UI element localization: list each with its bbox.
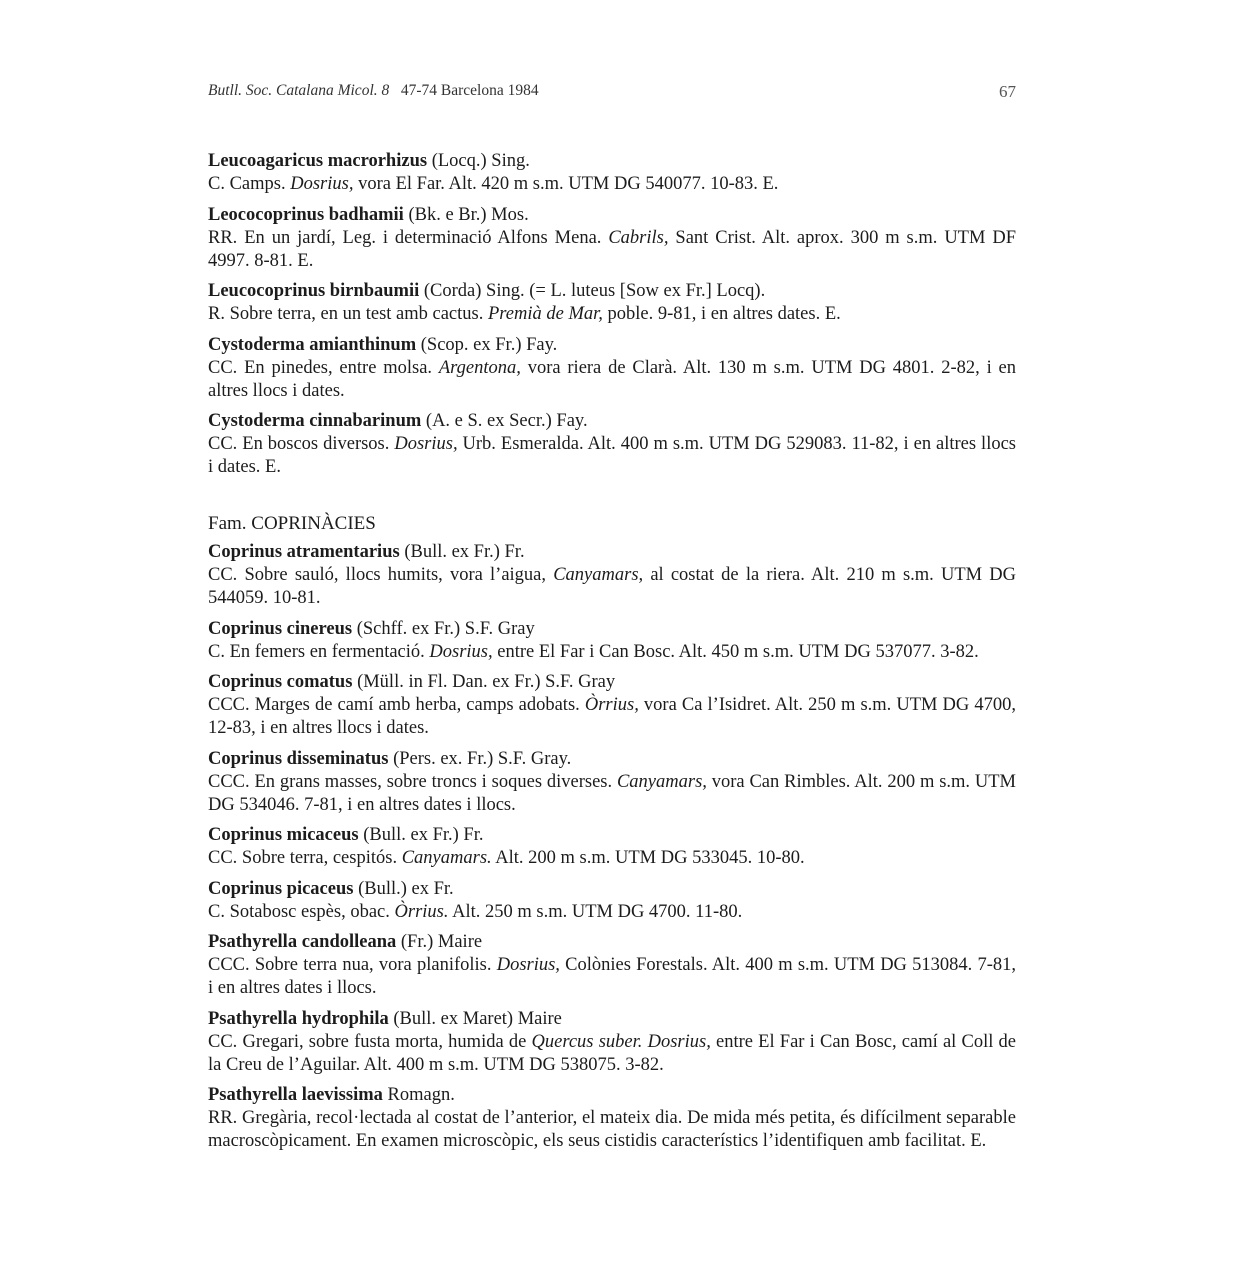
record-text: entre El Far i Can Bosc. Alt. 450 m s.m. UTM DG 537077. 3-82. — [492, 641, 979, 662]
species-name: Cystoderma amianthinum — [208, 334, 417, 355]
record-text: CC. Sobre sauló, llocs humits, vora l’aigua, — [208, 565, 554, 585]
species-name: Psathyrella laevissima — [208, 1085, 383, 1105]
species-name: Coprinus atramentarius — [208, 542, 400, 562]
species-authority: (Locq.) Sing. — [427, 151, 530, 171]
locality-name: Dosrius, — [429, 641, 493, 662]
journal-citation — [208, 82, 539, 100]
record-text: CC. En pinedes, entre molsa. — [208, 357, 439, 378]
journal-name: Butll. Soc. Catalana Micol. 8 — [208, 82, 390, 99]
locality-name: Dosrius, — [647, 1031, 711, 1052]
locality-name: Dosrius, — [394, 434, 458, 454]
species-entry — [208, 280, 1016, 326]
species-name: Coprinus cinereus — [208, 618, 353, 639]
record-text: Colònies Forestals. Alt. 400 m s.m. UTM DG 513084. 7-81, i en altres dates i llocs. — [208, 955, 1017, 998]
species-authority: (Müll. in Fl. Dan. ex Fr.) S.F. Gray — [352, 672, 616, 692]
species-entry — [208, 1008, 1016, 1077]
record-text: C. Camps. — [208, 174, 291, 194]
collection-record — [208, 771, 1016, 817]
record-text: poble. 9-81, i en altres dates. E. — [602, 304, 841, 324]
record-text: R. Sobre terra, en un test amb cactus. — [208, 304, 488, 324]
species-title — [208, 748, 1016, 771]
species-entry — [208, 618, 1016, 664]
record-text: CCC. En grans masses, sobre troncs i soques diverses. — [208, 771, 617, 792]
species-authority: (Bull. ex Fr.) Fr. — [399, 542, 525, 562]
collection-record — [208, 847, 1016, 870]
species-name: Psathyrella candolleana — [208, 932, 397, 952]
species-entry — [208, 334, 1016, 403]
locality-name: Canyamars. — [401, 848, 492, 868]
collection-record — [208, 173, 1016, 196]
locality-name: Argentona, — [438, 357, 521, 378]
species-authority: (Fr.) Maire — [396, 932, 483, 952]
species-name: Coprinus picaceus — [208, 878, 354, 899]
species-name: Leococoprinus badhamii — [208, 204, 404, 225]
species-entry — [208, 878, 1016, 924]
record-text: CC. En boscos diversos. — [208, 434, 395, 454]
species-name: Coprinus comatus — [208, 672, 353, 692]
locality-name: Cabrils, — [608, 227, 669, 248]
record-text: entre El Far i Can Bosc, camí al Coll de la Creu de l’Aguilar. Alt. 400 m s.m. UTM DG 538075. 3-82. — [208, 1031, 1017, 1075]
species-title — [208, 280, 1016, 303]
species-title — [208, 1084, 1016, 1107]
collection-record — [208, 694, 1016, 740]
species-entry — [208, 671, 1016, 740]
species-list-coprinaceae — [208, 541, 1016, 1153]
species-name: Psathyrella hydrophila — [208, 1008, 389, 1029]
record-text: vora Ca l’Isidret. Alt. 250 m s.m. UTM DG 4700, 12-83, i en altres llocs i dates. — [208, 695, 1016, 738]
species-name: Cystoderma cinnabarinum — [208, 411, 422, 431]
species-entry — [208, 824, 1016, 870]
species-name: Coprinus micaceus — [208, 825, 359, 845]
pages-place-year: 47-74 Barcelona 1984 — [400, 82, 539, 99]
record-text: Urb. Esmeralda. Alt. 400 m s.m. UTM DG 529083. 11-82, i en altres llocs i dates. E. — [208, 434, 1016, 477]
record-text: Alt. 200 m s.m. UTM DG 533045. 10-80. — [491, 848, 805, 868]
species-title — [208, 410, 1016, 433]
species-entry — [208, 931, 1016, 1000]
collection-record — [208, 303, 1016, 326]
record-text: CC. Gregari, sobre fusta morta, humida de — [208, 1031, 532, 1052]
record-text: Alt. 250 m s.m. UTM DG 4700. 11-80. — [448, 901, 743, 922]
species-authority: (Bull.) ex Fr. — [353, 878, 454, 899]
species-name: Leucoagaricus macrorhizus — [208, 151, 428, 171]
record-text: C. Sotabosc espès, obac. — [208, 901, 395, 922]
record-text: RR. En un jardí, Leg. i determinació Alfons Mena. — [208, 227, 609, 248]
species-entry — [208, 1084, 1016, 1153]
locality-name: Òrrius. — [394, 901, 449, 922]
record-text: C. En femers en fermentació. — [208, 641, 430, 662]
running-header — [208, 82, 1016, 106]
locality-name: Canyamars, — [616, 771, 707, 792]
collection-record — [208, 227, 1016, 273]
species-title — [208, 334, 1016, 357]
species-entry — [208, 150, 1016, 196]
species-name: Leucocoprinus birnbaumii — [208, 281, 420, 301]
species-authority: (Bk. e Br.) Mos. — [403, 204, 529, 225]
page-body — [208, 150, 1016, 1161]
record-text: vora El Far. Alt. 420 m s.m. UTM DG 540077. 10-83. E. — [353, 174, 779, 194]
species-title — [208, 541, 1016, 564]
record-text: RR. Gregària, recol·lectada al costat de l’anterior, el mateix dia. De mida més petita, és difícilment separable macroscòpicament. En examen microscòpic, els seus cistidis característics l’identifiquen amb facilitat. E. — [208, 1108, 1016, 1151]
species-authority: (Corda) Sing. (= L. luteus [Sow ex Fr.] Locq). — [419, 281, 766, 301]
species-title — [208, 150, 1016, 173]
species-authority: (Scop. ex Fr.) Fay. — [416, 334, 558, 355]
locality-name: Dosrius, — [290, 174, 354, 194]
record-text: al costat de la riera. Alt. 210 m s.m. UTM DG 544059. 10-81. — [208, 565, 1016, 608]
species-title — [208, 824, 1016, 847]
species-title — [208, 671, 1016, 694]
species-authority: (Bull. ex Maret) Maire — [388, 1008, 562, 1029]
species-entry — [208, 541, 1016, 610]
species-authority: (Schff. ex Fr.) S.F. Gray — [352, 618, 535, 639]
record-text: CCC. Marges de camí amb herba, camps adobats. — [208, 695, 585, 715]
collection-record — [208, 1031, 1016, 1077]
species-title — [208, 931, 1016, 954]
record-text: CCC. Sobre terra nua, vora planifolis. — [208, 955, 497, 975]
collection-record — [208, 954, 1016, 1000]
species-title — [208, 204, 1016, 227]
locality-name: Dosrius, — [496, 955, 560, 975]
collection-record — [208, 641, 1016, 664]
family-heading: Fam. COPRINÀCIES — [208, 513, 376, 534]
species-authority: Romagn. — [382, 1085, 455, 1105]
species-entry — [208, 410, 1016, 479]
collection-record — [208, 1107, 1016, 1153]
species-title — [208, 878, 1016, 901]
locality-name: Canyamars, — [553, 565, 644, 585]
species-authority: (Bull. ex Fr.) Fr. — [358, 825, 484, 845]
species-authority: (Pers. ex. Fr.) S.F. Gray. — [388, 748, 572, 769]
species-list-agaricaceae — [208, 150, 1016, 479]
species-entry — [208, 748, 1016, 817]
record-text: Sant Crist. Alt. aprox. 300 m s.m. UTM DF 4997. 8-81. E. — [208, 227, 1016, 271]
locality-name: Òrrius, — [584, 695, 639, 715]
species-title — [208, 618, 1016, 641]
page-number: 67 — [999, 82, 1016, 101]
locality-name: Premià de Mar, — [487, 304, 603, 324]
locality-name: Quercus suber. — [531, 1031, 643, 1052]
collection-record — [208, 357, 1016, 403]
record-text: vora Can Rimbles. Alt. 200 m s.m. UTM DG 534046. 7-81, i en altres dates i llocs. — [208, 771, 1016, 815]
species-authority: (A. e S. ex Secr.) Fay. — [421, 411, 588, 431]
species-title — [208, 1008, 1016, 1031]
species-name: Coprinus disseminatus — [208, 748, 389, 769]
collection-record — [208, 564, 1016, 610]
collection-record — [208, 901, 1016, 924]
species-entry — [208, 204, 1016, 273]
record-text: CC. Sobre terra, cespitós. — [208, 848, 402, 868]
collection-record — [208, 433, 1016, 479]
record-text: vora riera de Clarà. Alt. 130 m s.m. UTM DG 4801. 2-82, i en altres llocs i dates. — [208, 357, 1016, 401]
